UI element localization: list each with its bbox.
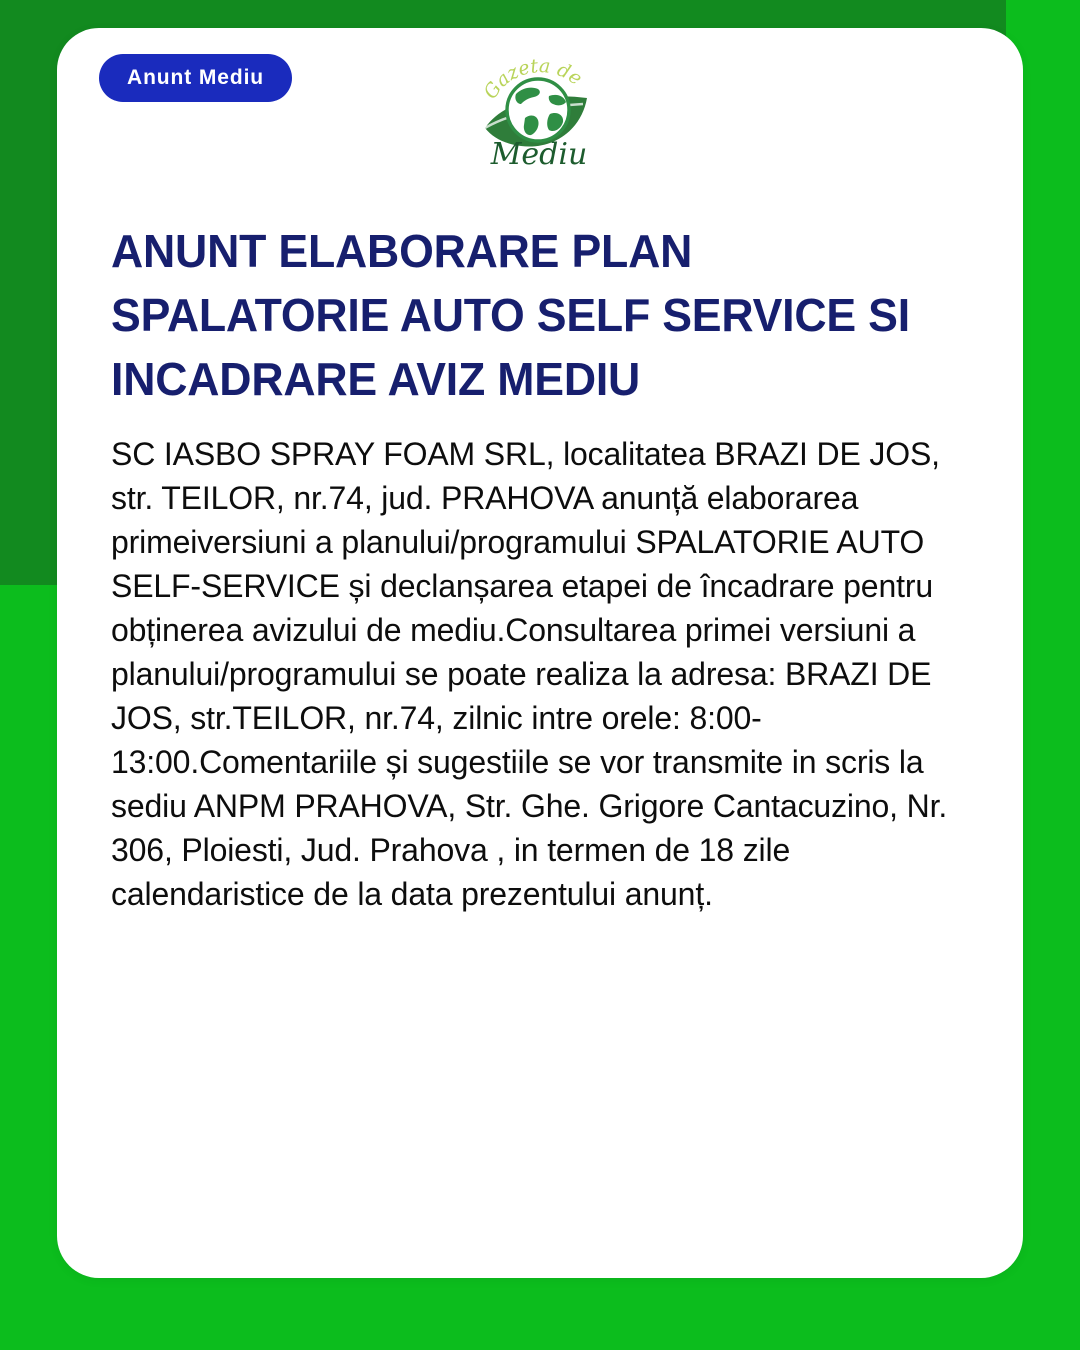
- logo-top-text: Gazeta de: [479, 54, 587, 103]
- page-title: ANUNT ELABORARE PLAN SPALATORIE AUTO SELF SERVICE SI INCADRARE AVIZ MEDIU: [111, 224, 910, 405]
- category-badge-label: Anunt Mediu: [127, 66, 265, 89]
- category-badge[interactable]: [99, 54, 292, 102]
- card-header: [57, 28, 1023, 183]
- announcement-body: SC IASBO SPRAY FOAM SRL, localitatea BRAZI DE JOS, str. TEILOR, nr.74, jud. PRAHOVA anunță elaborarea primeiversiuni a planului/programului SPALATORIE AUTO SELF-SERVICE și declanșarea etapei de încadrare pentru obținerea avizului de mediu.Consultarea primei versiuni a planului/programului se poate realiza la adresa: BRAZI DE JOS, str.TEILOR, nr.74, zilnic intre orele: 8:00-13:00.Comentariile și sugestiile se vor transmite in scris la sediu ANPM PRAHOVA, Str. Ghe. Grigore Cantacuzino, Nr. 306, Ploiesti, Jud. Prahova , in termen de 18 zile calendaristice de la data prezentului anunț.: [111, 436, 956, 912]
- announcement-card: [57, 28, 1023, 1278]
- logo-bottom-text: Mediu: [490, 137, 588, 172]
- gazeta-de-mediu-logo: [469, 36, 609, 176]
